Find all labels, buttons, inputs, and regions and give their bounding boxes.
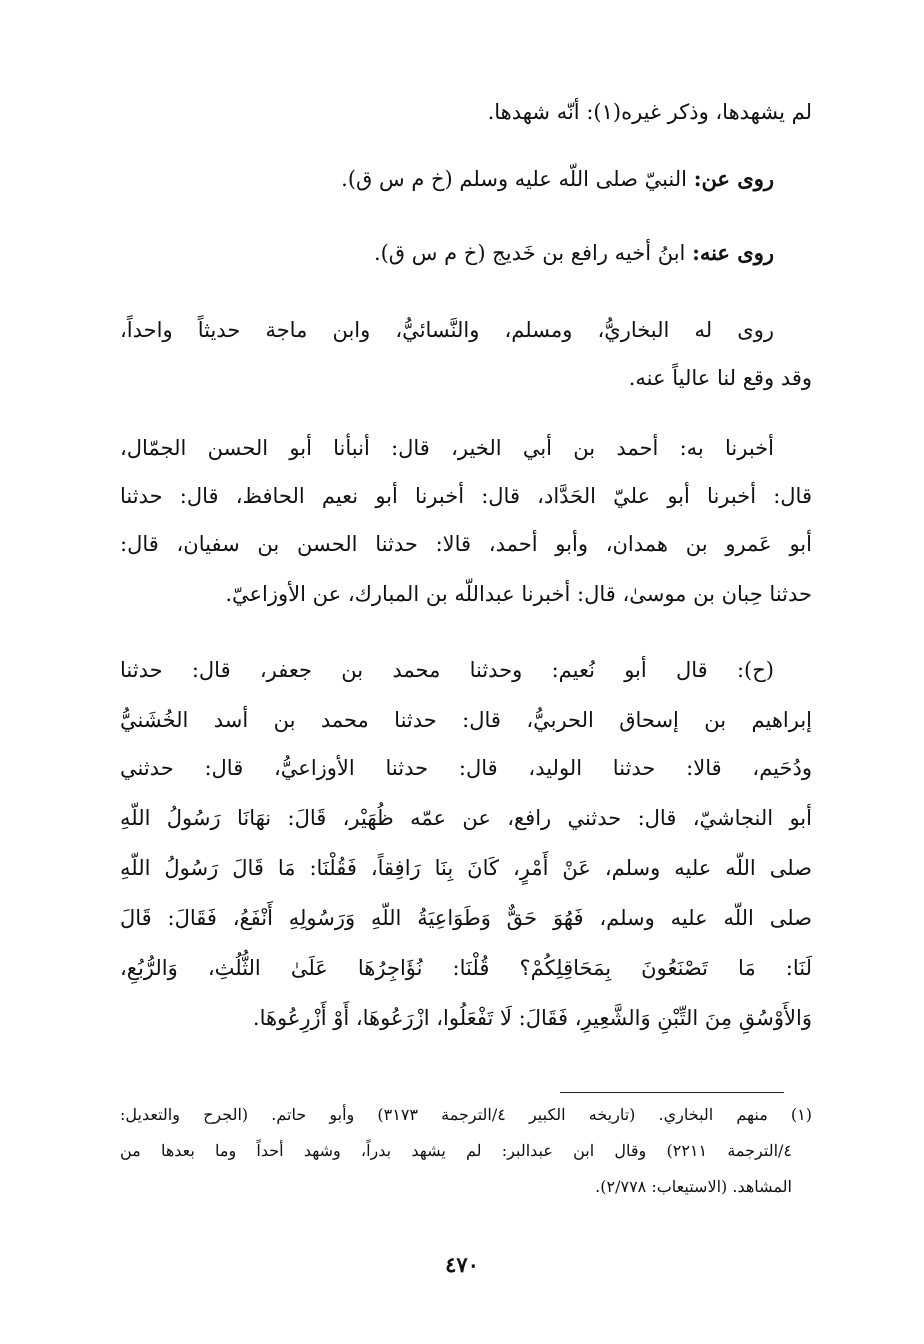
footnote-line-2: ٤/الترجمة ٢٢١١) وقال ابن عبدالبر: لم يشهد بدراً، وشهد أحداً وما بعدها من [120, 1141, 792, 1160]
rawa-an-text: النبيّ صلى اللّه عليه وسلم (خ م س ق). [341, 167, 694, 191]
intro-line: لم يشهدها، وذكر غيره(١): أنّه شهدها. [487, 100, 812, 124]
isnad-2-line-8: وَالأَوْسُقِ مِنَ التِّبْنِ وَالشَّعِيرِ، فَقَالَ: لَا تَفْعَلُوا، ازْرَعُوهَا، أَوْ أَزْرِعُوهَا. [252, 1006, 812, 1030]
isnad-1-line-2: قال: أخبرنا أبو عليّ الحَدَّاد، قال: أخبرنا أبو نعيم الحافظ، قال: حدثنا [120, 484, 812, 508]
isnad-1-line-3: أبو عَمرو بن همدان، وأبو أحمد، قالا: حدثنا الحسن بن سفيان، قال: [120, 532, 812, 556]
isnad-2-line-7: لَنَا: مَا تَصْنَعُونَ بِمَحَاقِلِكُمْ؟ قُلْنَا: نُؤَاجِرُهَا عَلَىٰ الثُّلُثِ، وَالرُّبُعِ، [120, 956, 812, 980]
isnad-2-line-1: (ح): قال أبو نُعيم: وحدثنا محمد بن جعفر، قال: حدثنا [120, 658, 774, 682]
rawa-an-line [120, 164, 774, 194]
isnad-1-line-1: أخبرنا به: أحمد بن أبي الخير، قال: أنبأنا أبو الحسن الجمّال، [120, 436, 774, 460]
isnad-1-line-4: حدثنا حِبان بن موسىٰ، قال: أخبرنا عبداللّه بن المبارك، عن الأوزاعيّ. [225, 582, 812, 606]
footnote-line-3: المشاهد. (الاستيعاب: ٢/٧٧٨). [595, 1177, 792, 1196]
isnad-2-line-6: صلى اللّه عليه وسلم، فَهُوَ حَقٌّ وَطَوَاعِيَةُ اللّهِ وَرَسُولِهِ أَنْفَعُ، فَقَالَ: قَالَ [120, 906, 812, 930]
isnad-2-line-4: أبو النجاشيّ، قال: حدثني رافع، عن عمّه ظُهَيْر، قَالَ: نهَانَا رَسُولُ اللّهِ [120, 806, 812, 830]
footnote-line-1: (١) منهم البخاري. (تاريخه الكبير ٤/الترجمة ٣١٧٣) وأبو حاتم. (الجرح والتعديل: [120, 1105, 813, 1124]
rawa-anhu-line [120, 238, 774, 268]
isnad-2-line-5: صلى اللّه عليه وسلم، عَنْ أَمْرٍ، كَانَ بِنَا رَافِقاً، فَقُلْنَا: مَا قَالَ رَسُولُ اللّهِ [120, 856, 812, 880]
page-number: ٤٧٠ [445, 1252, 479, 1277]
rawa-anhu-text: ابنُ أخيه رافع بن خَديج (خ م س ق). [373, 241, 693, 265]
rawa-an-label: روى عن: [693, 166, 774, 191]
rawa-anhu-label: روى عنه: [692, 240, 774, 265]
isnad-2-line-3: ودُحَيم، قالا: حدثنا الوليد، قال: حدثنا الأوزاعيُّ، قال: حدثني [120, 756, 812, 780]
footnote-divider [560, 1092, 784, 1093]
rawa-lahu-line-2: وقد وقع لنا عالياً عنه. [628, 366, 812, 390]
isnad-2-line-2: إبراهيم بن إسحاق الحربيُّ، قال: حدثنا محمد بن أسد الخُشَنيُّ [120, 708, 812, 732]
rawa-lahu-line-1: روى له البخاريُّ، ومسلم، والنَّسائيُّ، وابن ماجة حديثاً واحداً، [120, 318, 774, 342]
